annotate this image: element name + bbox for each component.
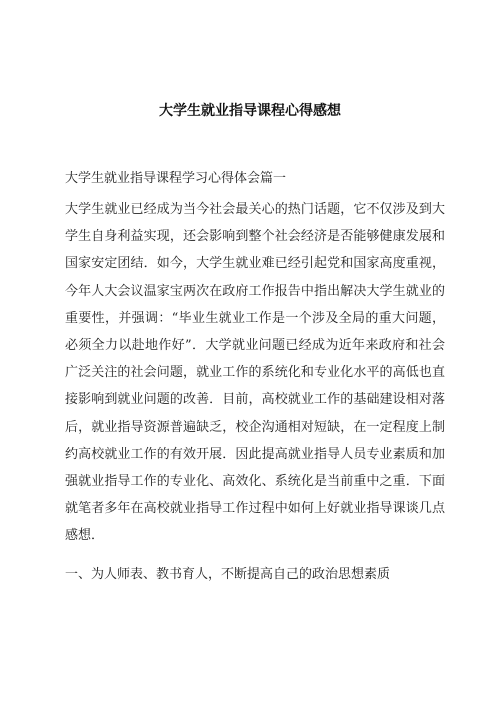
section-heading: 大学生就业指导课程学习心得体会篇一 <box>65 171 287 186</box>
sub-heading: 一、为人师表、教书育人，不断提高自己的政治思想素质 <box>65 567 391 582</box>
document-title: 大学生就业指导课程心得感想 <box>159 103 341 119</box>
body-paragraph: 大学生就业已经成为当今社会最关心的热门话题，它不仅涉及到大学生自身利益实现，还会影响到整个社会经济是否能够健康发展和国家安定团结．如今，大学生就业难已经引起党和国家高度重视，今年人大会议温家宝两次在政府工作报告中指出解决大学生就业的重要性，并强调：“毕业生就业工作是一个涉及全局的重大问题，必须全力以赴地作好”．大学就业问题已经成为近年来政府和社会广泛关注的社会问题，就业工作的系统化和专业化水平的高低也直接影响到就业问题的改善．目前，高校就业工作的基础建设相对落后，就业指导资源普遍缺乏，校企沟通相对短缺，在一定程度上制约高校就业工作的有效开展．因此提高就业指导人员专业素质和加强就业指导工作的专业化、高效化、系统化是当前重中之重．下面就笔者多年在高校就业指导工作过程中如何上好就业指导课谈几点感想． <box>65 202 445 544</box>
